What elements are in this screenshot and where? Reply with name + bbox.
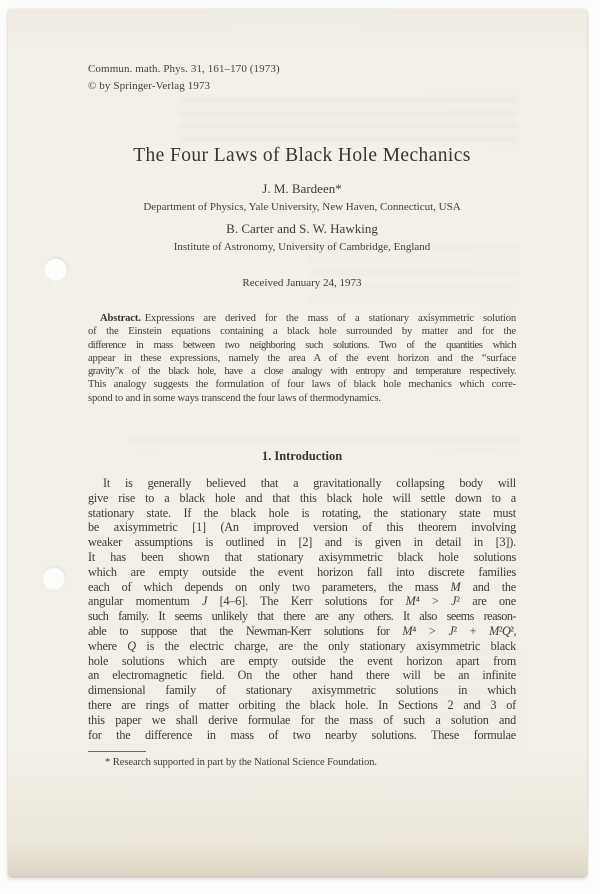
body-line: able to suppose that the Newman-Kerr solutions for M⁴ > J² + M²Q², [88,623,516,638]
body-line: stationary state. If the black hole is rotating, the stationary state must [88,505,516,520]
author-name-bardeen: J. M. Bardeen* [262,181,342,196]
body-line: this paper we shall derive formulae for the mass of such a solution and [88,712,516,727]
section-heading: 1. Introduction [261,449,343,463]
abstract-line: appear in these expressions, namely the area A of the event horizon and the “surface [88,352,516,364]
body-line: an electromagnetic field. On the other hand there will be an infinite [88,668,516,683]
paper-title: The Four Laws of Black Hole Mechanics [133,145,471,166]
introduction-text [88,476,516,742]
punch-hole-top [44,257,68,281]
body-line: each of which depends on only two parameters, the mass M and the [88,579,516,594]
abstract-line: of the Einstein equations containing a black hole surrounded by matter and for the [88,326,516,338]
journal-header [88,61,516,94]
body-line: dimensional family of stationary axisymmetric solutions in which [88,683,516,698]
body-line: there are rings of matter orbiting the black hole. In Sections 2 and 3 of [88,697,516,712]
body-line: give rise to a black hole and that this black hole will settle down to a [88,490,516,505]
affiliation-yale: Department of Physics, Yale University, New Haven, Connecticut, USA [143,201,461,213]
body-line: angular momentum J [4–6]. The Kerr solutions for M⁴ > J² are one [88,594,516,609]
body-line: for the difference in mass of two nearby solutions. These formulae [88,727,516,742]
footnote-rule [88,751,146,752]
abstract-line: Abstract. Expressions are derived for the mass of a stationary axisymmetric solution [100,313,516,324]
bleed-through-texture [178,97,518,143]
body-line: be axisymmetric [1] (An improved version of this theorem involving [88,520,516,535]
body-line: It is generally believed that a gravitationally collapsing body will [103,476,516,490]
body-line: weaker assumptions is outlined in [2] and is given in detail in [3]). [88,535,516,550]
footnote: * Research supported in part by the National Science Foundation. [105,757,377,768]
abstract-line: difference in mass between two neighboring such solutions. Two of the quantities which [88,339,516,351]
received-date: Received January 24, 1973 [242,277,362,289]
author-names-carter-hawking: B. Carter and S. W. Hawking [226,221,378,236]
body-line: where Q is the electric charge, are the only stationary axisymmetric black [88,638,517,653]
paper-page [8,9,587,876]
journal-citation-line: Commun. math. Phys. 31, 161–170 (1973) [88,63,280,75]
body-line: such family. It seems unlikely that there are any others. It also seems reason- [88,609,516,624]
abstract-line: This analogy suggests the formulation of four laws of black hole mechanics which corre- [88,379,516,391]
punch-hole-bottom [42,566,66,590]
abstract-line: gravity”κ of the black hole, have a close analogy with entropy and temperature respectively. [88,366,516,378]
body-line: It has been shown that stationary axisymmetric black hole solutions [88,549,516,564]
abstract [88,312,516,405]
body-line: which are empty outside the event horizon fall into discrete families [88,564,516,579]
abstract-line: spond to and in some ways transcend the four laws of thermodynamics. [88,392,381,404]
body-line: hole solutions which are empty outside the event horizon apart from [88,653,516,668]
copyright-line: © by Springer-Verlag 1973 [88,79,211,92]
affiliation-cambridge: Institute of Astronomy, University of Cambridge, England [173,241,431,253]
abstract-label: Abstract. [100,313,141,324]
